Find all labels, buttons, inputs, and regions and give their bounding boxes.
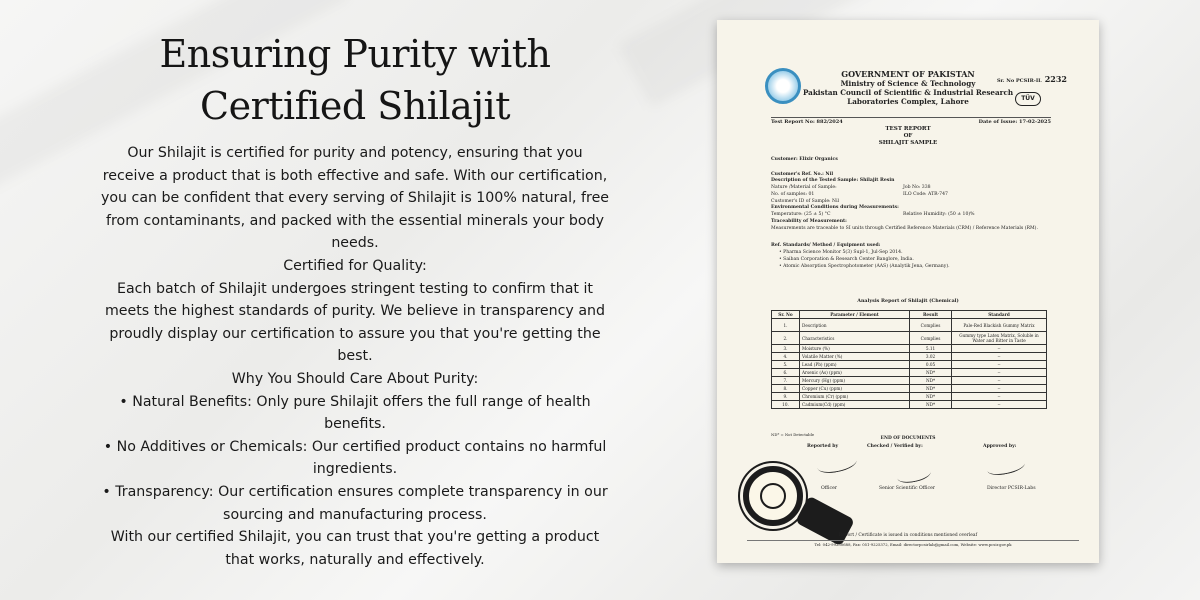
official-stamp-icon (795, 496, 855, 547)
closing-paragraph: With our certified Shilajit, you can trust that you're getting a product that works, naturally and effectively. (110, 529, 600, 568)
table-cell: -- (952, 385, 1047, 393)
col-header: Sr. No (772, 311, 800, 319)
ref-item: • Atomic Absorption Spectrophotometer (AAS) (Analytik Jena, Germany). (779, 264, 950, 269)
officer-title: Officer (821, 486, 837, 491)
reported-by-label: Reported by (807, 444, 839, 449)
table-row (772, 319, 1047, 332)
tuv-logo-icon: TÜV (1015, 92, 1041, 106)
ref-item: • Saiban Corporation & Research Center Banglore, India. (779, 257, 914, 262)
table-cell: 9. (772, 393, 800, 401)
certificate-document (717, 20, 1099, 563)
end-of-documents: END OF DOCUMENTS (880, 436, 936, 441)
table-cell: -- (952, 393, 1047, 401)
table-cell: 2. (772, 332, 800, 345)
table-cell: Complies (910, 332, 952, 345)
report-title: TEST REPORT (885, 126, 931, 132)
table-cell: -- (952, 345, 1047, 353)
col-header: Standard (952, 311, 1047, 319)
checked-by-label: Checked / Verified by: (867, 444, 923, 449)
table-cell: ND* (910, 377, 952, 385)
table-cell: 5. (772, 361, 800, 369)
contact-line: Tel: 042-99230688, Fax: 051-9225372, Email: directorpcsirlab@gmail.com, Website: www.pcsir.gov.pk (747, 540, 1079, 547)
table-cell: 8. (772, 385, 800, 393)
labs-heading: Laboratories Complex, Lahore (847, 97, 969, 106)
approved-by-label: Approved by: (983, 444, 1017, 449)
humidity: Relative Humidity: (50 ± 10)% (903, 212, 975, 217)
table-cell: -- (952, 353, 1047, 361)
table-row (772, 361, 1047, 369)
table-cell: Complies (910, 319, 952, 332)
intro-paragraph: Our Shilajit is certified for purity and potency, ensuring that you receive a product that is both effective and safe. With our certification, you can be confident that every serving of Shilajit is 100% natural, free from contaminants, and packed with the essential minerals your body needs. (100, 145, 610, 252)
ministry-heading: Ministry of Science & Technology (840, 79, 976, 88)
table-cell: Characteristics (800, 332, 910, 345)
bullet-no-additives: • No Additives or Chemicals: Our certified product contains no harmful ingredients. (100, 436, 610, 481)
serial-number: Sr. No PCSIR-IL 2232 (997, 74, 1067, 84)
table-cell: Lead (Pb) (ppm) (800, 361, 910, 369)
ref-item: • Pharma Science Monitor 5(3) Supl-1, Jul-Sep 2014. (779, 250, 903, 255)
table-row (772, 369, 1047, 377)
table-cell: 6. (772, 369, 800, 377)
table-cell: ND* (910, 393, 952, 401)
report-line: Test Report No: 882/2024 Date of Issue: 17-02-2025 (771, 119, 1051, 125)
table-row (772, 393, 1047, 401)
trace-heading: Traceability of Measurement: (771, 219, 847, 224)
table-cell: -- (952, 361, 1047, 369)
table-cell: Gummy type Latex Matrix, Soluble in Water and Bitter in Taste (952, 332, 1047, 345)
table-row (772, 345, 1047, 353)
sample-nature: Nature /Material of Sample: (771, 185, 837, 190)
quality-paragraph: Each batch of Shilajit undergoes stringent testing to confirm that it meets the highest standards of purity. We believe in transparency and proudly display our certification to assure you that you're getting the best. (104, 280, 606, 365)
table-cell: 0.05 (910, 361, 952, 369)
bullet-natural-benefits: • Natural Benefits: Only pure Shilajit offers the full range of health benefits. (100, 391, 610, 436)
analysis-title: Analysis Report of Shilajit (Chemical) (857, 298, 959, 304)
table-cell: Volatile Matter (%) (800, 353, 910, 361)
table-row (772, 332, 1047, 345)
table-row (772, 353, 1047, 361)
nd-note: ND* = Not Detectable (771, 432, 815, 437)
gov-heading: GOVERNMENT OF PAKISTAN (841, 69, 975, 79)
table-cell: Description (800, 319, 910, 332)
table-cell: Cadmium(Cd) (ppm) (800, 401, 910, 409)
table-row (772, 385, 1047, 393)
customer-sample-id: Customer's ID of Sample: Nil (771, 199, 840, 204)
table-header-row (772, 311, 1047, 319)
table-row (772, 401, 1047, 409)
signature-mark (896, 465, 932, 486)
table-cell: 7. (772, 377, 800, 385)
col-header: Result (910, 311, 952, 319)
table-cell: -- (952, 377, 1047, 385)
table-cell: 3.02 (910, 353, 952, 361)
results-table (771, 310, 1047, 409)
table-cell: 5.11 (910, 345, 952, 353)
ilo-code: ILO Code: ATR-747 (903, 192, 948, 197)
table-cell: 4. (772, 353, 800, 361)
table-cell: Mercury (Hg) (ppm) (800, 377, 910, 385)
signature-mark (986, 456, 1026, 478)
report-title-sample: SHILAJIT SAMPLE (878, 140, 938, 146)
table-cell: 1. (772, 319, 800, 332)
council-heading: Pakistan Council of Scientific & Industrial Research (802, 88, 1014, 97)
table-cell: ND* (910, 369, 952, 377)
table-cell: Pale-Red Blackish Gummy Matrix (952, 319, 1047, 332)
purity-text-panel (100, 28, 610, 571)
table-cell: 10. (772, 401, 800, 409)
table-cell: -- (952, 369, 1047, 377)
table-cell: ND* (910, 385, 952, 393)
ref-std-heading: Ref. Standards/ Method / Equipment used: (771, 243, 881, 248)
bullet-transparency: • Transparency: Our certification ensures complete transparency in our sourcing and manufacturing process. (100, 481, 610, 526)
table-cell: Arsenic (As) (ppm) (800, 369, 910, 377)
table-row (772, 377, 1047, 385)
senior-officer-title: Senior Scientific Officer (879, 486, 935, 491)
temperature: Temperature: (25 ± 5) °C (771, 212, 831, 217)
table-cell: Moisture (%) (800, 345, 910, 353)
certificate-footer-note: Report / Certificate is issued in conditions mentioned overleaf (838, 533, 978, 538)
sample-description: Description of the Tested Sample: Shilajit Resin (771, 178, 895, 183)
col-header: Parameter / Element (800, 311, 910, 319)
customer-ref: Customer's Ref. No.: Nil (771, 172, 834, 177)
care-heading: Why You Should Care About Purity: (231, 370, 479, 387)
customer-name: Customer: Elixir Organics (771, 157, 838, 162)
sample-count: No. of samples: 01 (771, 192, 815, 197)
page-title: Ensuring Purity with Certified Shilajit (159, 32, 551, 128)
report-title-of: OF (903, 133, 913, 139)
table-cell: Chromium (Cr) (ppm) (800, 393, 910, 401)
env-heading: Environmental Conditions during Measurements: (771, 205, 899, 210)
signature-mark (816, 452, 858, 476)
trace-text: Measurements are traceable to SI units through Certified Reference Materials (CRM) / Reference Materials (RM). (771, 226, 1038, 231)
table-cell: ND* (910, 401, 952, 409)
table-cell: 3. (772, 345, 800, 353)
table-cell: Copper (Cu) (ppm) (800, 385, 910, 393)
director-title: Director PCSIR-Labs (987, 486, 1036, 491)
official-stamp-icon (743, 466, 803, 526)
quality-heading: Certified for Quality: (283, 257, 427, 274)
job-number: Job No: 338 (903, 185, 931, 190)
table-cell: -- (952, 401, 1047, 409)
